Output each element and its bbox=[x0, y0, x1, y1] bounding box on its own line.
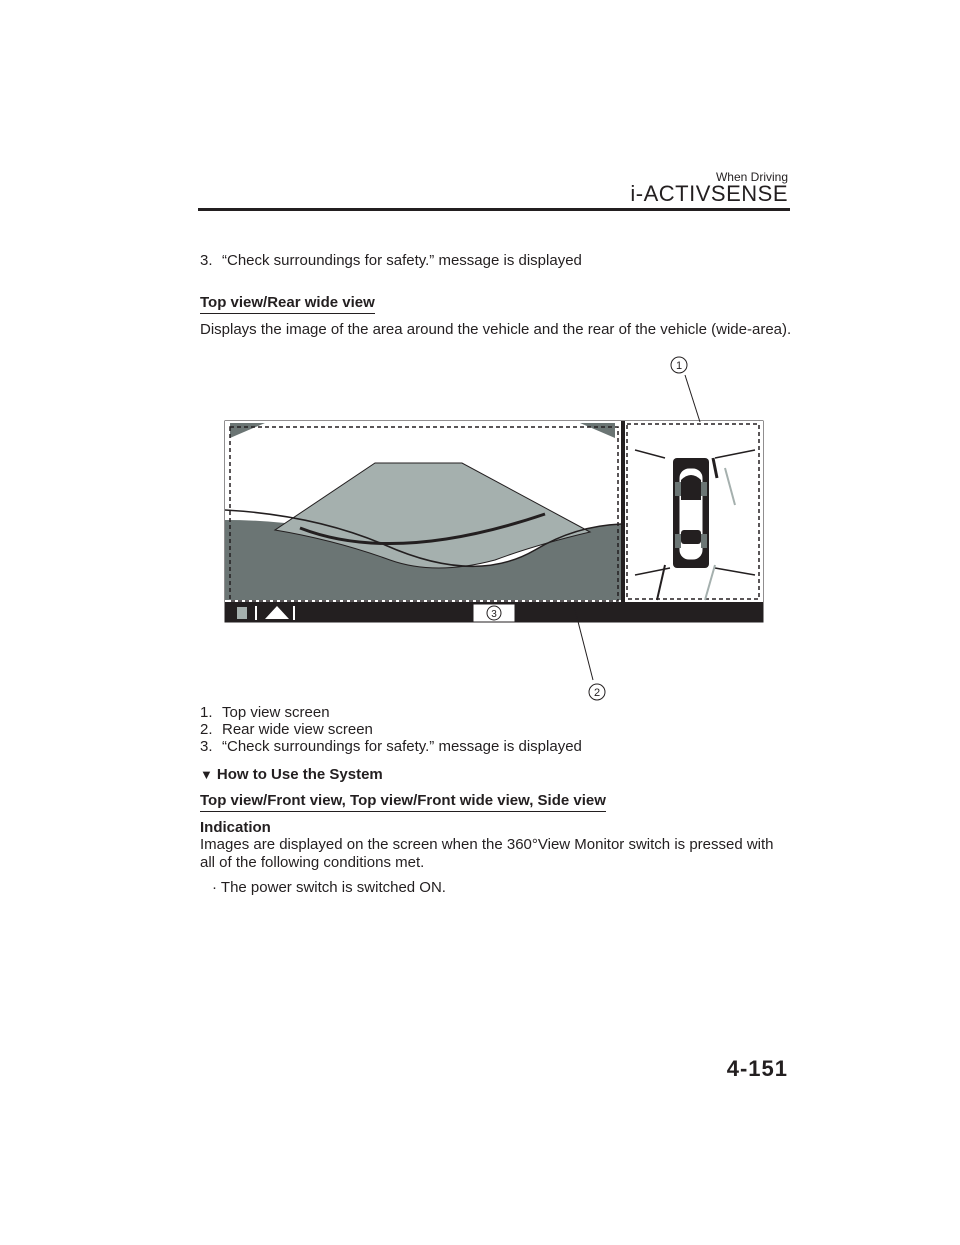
running-header-chapter: i-ACTIVSENSE bbox=[630, 181, 788, 206]
legend-number: 2. bbox=[200, 721, 213, 738]
subheading-front-side-views: Top view/Front view, Top view/Front wide view, Side view bbox=[200, 792, 606, 812]
callout-3-label: 3 bbox=[491, 609, 497, 620]
header-rule bbox=[198, 208, 790, 211]
legend-text: Top view screen bbox=[222, 704, 330, 721]
list-number: 3. bbox=[200, 252, 213, 269]
callout-1-label: 1 bbox=[675, 360, 683, 372]
page-number: 4-151 bbox=[726, 1056, 788, 1081]
triangle-marker-icon: ▼ bbox=[200, 767, 213, 782]
list-text: “Check surroundings for safety.” message is displayed bbox=[222, 252, 582, 269]
wheel-fr bbox=[701, 482, 707, 496]
legend-item-2 bbox=[200, 721, 373, 739]
legend-item-3 bbox=[200, 738, 582, 756]
callout-2-label: 2 bbox=[593, 687, 601, 699]
screen-divider bbox=[621, 421, 625, 622]
vehicle-windshield bbox=[681, 475, 701, 500]
section-heading-text: How to Use the System bbox=[216, 766, 383, 783]
legend-text: Rear wide view screen bbox=[222, 721, 373, 738]
condition-bullet bbox=[212, 879, 446, 897]
intro-list-item bbox=[200, 252, 582, 270]
display-figure-svg bbox=[195, 350, 795, 710]
legend-number: 1. bbox=[200, 704, 213, 721]
section-heading-how-to-use bbox=[200, 766, 383, 784]
indication-label: Indication bbox=[200, 819, 271, 836]
wheel-fl bbox=[675, 482, 681, 496]
leader-line-1 bbox=[685, 375, 700, 422]
sensor-icon-left bbox=[237, 607, 247, 619]
indication-text: Images are displayed on the screen when the 360°View Monitor switch is pressed with all of the following conditions met. bbox=[200, 836, 774, 871]
camera-display-illustration bbox=[195, 350, 795, 710]
wheel-rr bbox=[701, 534, 707, 548]
running-header-section: When Driving bbox=[715, 170, 788, 184]
subheading-top-rear-wide: Top view/Rear wide view bbox=[200, 294, 375, 314]
bullet-text: The power switch is switched ON. bbox=[220, 879, 446, 896]
legend-item-1 bbox=[200, 704, 330, 722]
wheel-rl bbox=[675, 534, 681, 548]
legend-number: 3. bbox=[200, 738, 213, 755]
legend-text: “Check surroundings for safety.” message is displayed bbox=[222, 738, 582, 755]
vehicle-rear-window bbox=[681, 530, 701, 544]
bullet-dot-icon: · bbox=[212, 879, 217, 896]
subsection-description: Displays the image of the area around the vehicle and the rear of the vehicle (wide-area). bbox=[200, 321, 792, 338]
